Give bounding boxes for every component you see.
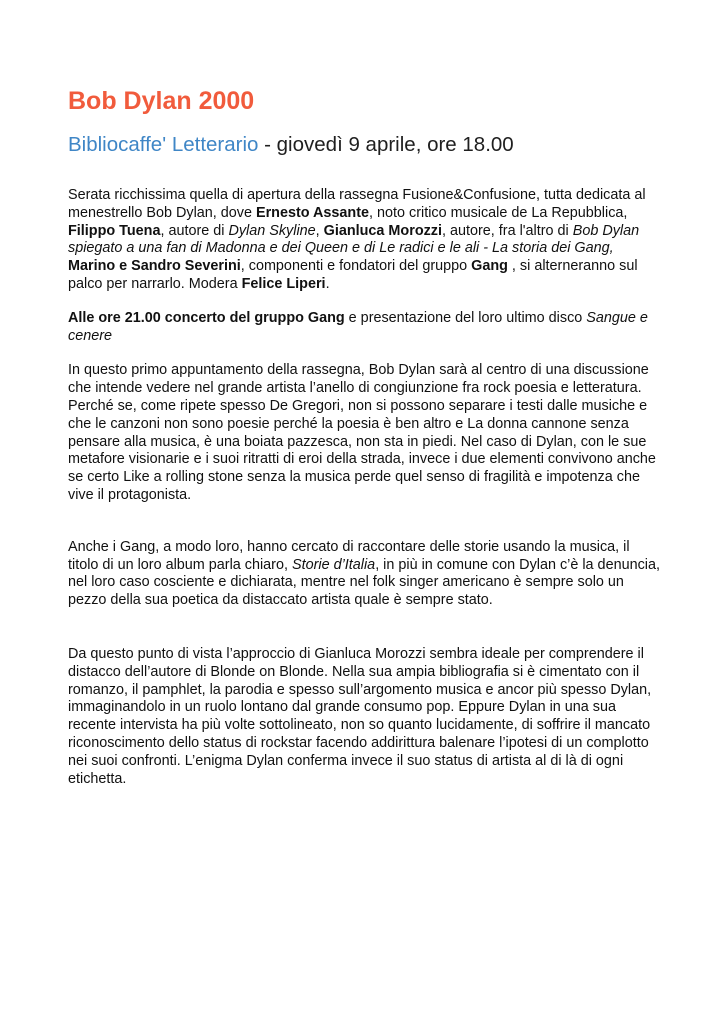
album-title: Sangue e cenere: [68, 309, 648, 344]
paragraph-gang: [68, 539, 660, 610]
text-run: , noto critico musicale de La Repubblica,: [369, 204, 628, 221]
page-title: Bob Dylan 2000: [68, 87, 255, 115]
paragraph-intro: [68, 187, 660, 294]
book-title: Bob Dylan spiegato a una fan di Madonna e dei Queen e di Le radici e le ali - La storia dei Gang,: [68, 222, 640, 257]
text-run: e presentazione del loro ultimo disco: [344, 309, 587, 326]
book-title: Dylan Skyline: [228, 222, 316, 239]
text-run: , in più in comune con Dylan c’è la denuncia, nel loro caso cosciente e dichiarata, mentre nel folk singer americano è sempre solo un pezzo della sua poetica da distaccato artista quale è sempre stato.: [68, 556, 660, 609]
event-subtitle: [68, 132, 660, 158]
concert-announcement: Alle ore 21.00 concerto del gruppo Gang: [68, 309, 345, 326]
paragraph-concert: [68, 310, 660, 346]
text-run: , autore, fra l'altro di: [442, 222, 573, 239]
text-run: , componenti e fondatori del gruppo: [240, 258, 472, 275]
paragraph-discussion: In questo primo appuntamento della rassegna, Bob Dylan sarà al centro di una discussione che intende vedere nel grande artista l’anello di congiunzione fra rock poesia e letteratura. Perché se, come ripete spesso De Gregori, non si possono separare i testi dalle musiche e che le canzoni non sono poesie perché la poesia è ben altro e La donna cannone senza pensare alla musica, è una boiata pazzesca, non sta in piedi. Nel caso di Dylan, con le sue metafore visionarie e i suoi ritratti di eroi della strada, invece i due elementi convivono anche se certo Like a rolling stone senza la musica perde quel senso di fragilità e impotenza che vive il protagonista.: [68, 362, 656, 503]
guest-name: Gianluca Morozzi: [323, 222, 442, 239]
guest-name: Filippo Tuena: [68, 222, 161, 239]
paragraph-morozzi: Da questo punto di vista l’approccio di Gianluca Morozzi sembra ideale per comprendere il distacco dell’autore di Blonde on Blonde. Nella sua ampia bibliografia si è cimentato con il romanzo, il pamphlet, la parodia e spesso sull’argomento musica e ancor più spesso Dylan, immaginandolo in un ruolo lontano dal grande consumo pop. Eppure Dylan in una sua recente intervista ha più volte sottolineato, non so quanto lucidamente, di soffrire il mancato riconoscimento dello status di rockstar facendo addirittura balenare l’ipotesi di un complotto nei suoi confronti. L’enigma Dylan conferma invece il suo status di artista al di là di ogni etichetta.: [68, 645, 652, 787]
text-run: ,: [315, 222, 324, 239]
moderator-name: Felice Liperi: [241, 275, 326, 292]
document-page: [68, 86, 660, 788]
band-name: Gang: [471, 258, 508, 275]
guest-name: Marino e Sandro Severini: [68, 258, 241, 275]
album-title: Storie d’Italia: [291, 556, 376, 573]
text-run: , si alterneranno sul palco per narrarlo. Modera: [68, 258, 638, 292]
text-run: , autore di: [160, 222, 229, 239]
text-run: Anche i Gang, a modo loro, hanno cercato di raccontare delle storie usando la musica, il titolo di un loro album parla chiaro,: [68, 538, 630, 573]
guest-name: Ernesto Assante: [255, 204, 370, 221]
text-run: Serata ricchissima quella di apertura della rassegna Fusione&Confusione, tutta dedicata al menestrello Bob Dylan, dove: [68, 187, 646, 221]
venue-name: Bibliocaffe' Letterario: [68, 133, 259, 156]
event-date-time: - giovedì 9 aprile, ore 18.00: [258, 133, 514, 156]
text-run: .: [325, 275, 330, 292]
